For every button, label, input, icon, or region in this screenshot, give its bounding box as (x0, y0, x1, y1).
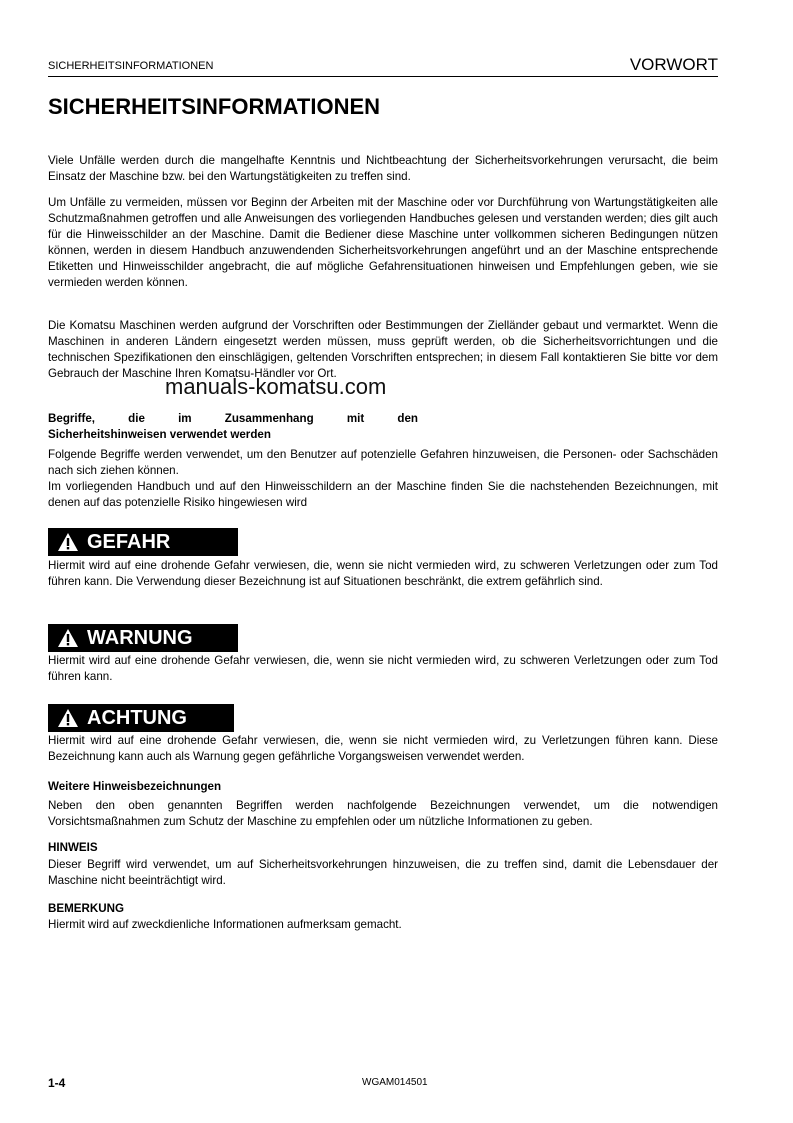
document-code: WGAM014501 (362, 1077, 428, 1088)
warning-triangle-icon (57, 532, 79, 552)
further-heading: Weitere Hinweisbezeichnungen (48, 780, 222, 793)
paragraph: Um Unfälle zu vermeiden, müssen vor Beginn der Arbeiten mit der Maschine oder vor Durchführung von Wartungstätigkeiten alle Schutzmaßnahmen getroffen und alle Anweisungen des vorliegenden Handbuches gelesen und verstanden werden; dies gilt auch für die Hinweisschilder an der Maschine. Damit die Bediener diese Maschine unter vollkommen sicheren Bedingungen nützen können, werden in diesem Handbuch anzuwendenden Sicherheitsvorkehrungen angeführt und an der Maschine entsprechende Etiketten und Hinweisschilder angebracht, die auf mögliche Gefahrensituationen hinweisen und Empfehlungen geben, wie sie vermieden werden können. (48, 196, 718, 289)
signal-text: Hiermit wird auf eine drohende Gefahr verwiesen, die, wenn sie nicht vermieden wird, zu Verletzungen führen kann. Diese Bezeichnung kann auch als Warnung gegen gefährliche Vorgangsweisen verwendet werden. (48, 734, 718, 763)
warning-triangle-icon (57, 708, 79, 728)
hinweis-text: Dieser Begriff wird verwendet, um auf Sicherheitsvorkehrungen hinzuweisen, die zu treffen sind, damit die Lebensdauer der Maschine nicht beeinträchtigt wird. (48, 858, 718, 887)
warning-triangle-icon (57, 628, 79, 648)
further-text: Neben den oben genannten Begriffen werden nachfolgende Bezeichnungen verwendet, um die notwendigen Vorsichtsmaßnahmen zum Schutz der Maschine zu empfehlen oder um nützliche Informationen zu geben. (48, 799, 718, 828)
header-divider (48, 76, 718, 77)
signal-warnung (48, 624, 238, 652)
paragraph: Viele Unfälle werden durch die mangelhafte Kenntnis und Nichtbeachtung der Sicherheitsvorkehrungen verursacht, die beim Einsatz der Maschine bzw. bei den Wartungstätigkeiten zu treffen sind. (48, 154, 718, 183)
signal-label: GEFAHR (87, 530, 171, 553)
bemerkung-label: BEMERKUNG (48, 902, 125, 915)
header-chapter: VORWORT (629, 55, 718, 74)
bemerkung-text: Hiermit wird auf zweckdienliche Informationen aufmerksam gemacht. (48, 918, 402, 931)
watermark: manuals-komatsu.com (165, 374, 387, 399)
paragraph: Die Komatsu Maschinen werden aufgrund der Vorschriften oder Bestimmungen der Zielländer gebaut und vermarktet. Wenn die Maschinen in anderen Ländern eingesetzt werden müssen, muss geprüft werden, ob die Sicherheitsvorrichtungen und die technischen Spezifikationen den einschlägigen, geltenden Vorschriften entsprechen; in diesem Fall kontaktieren Sie bitte vor dem Gebrauch der Maschine Ihren Komatsu-Händler vor Ort. (48, 319, 718, 380)
terms-text: Folgende Begriffe werden verwendet, um den Benutzer auf potenzielle Gefahren hinzuweisen, die Personen- oder Sachschäden nach sich ziehen können. (48, 448, 718, 477)
page-title: SICHERHEITSINFORMATIONEN (48, 94, 381, 119)
signal-achtung (48, 704, 234, 732)
signal-label: WARNUNG (87, 626, 193, 649)
hinweis-label: HINWEIS (48, 841, 98, 854)
page-number: 1-4 (48, 1076, 66, 1090)
terms-heading-line2: Sicherheitshinweisen verwendet werden (48, 428, 271, 441)
signal-text: Hiermit wird auf eine drohende Gefahr verwiesen, die, wenn sie nicht vermieden wird, zu schweren Verletzungen oder zum Tod führen kann. (48, 654, 718, 683)
signal-text: Hiermit wird auf eine drohende Gefahr verwiesen, die, wenn sie nicht vermieden wird, zu schweren Verletzungen oder zum Tod führen kann. Die Verwendung dieser Bezeichnung ist auf Situationen beschränkt, die extrem gefährlich sind. (48, 559, 718, 588)
header-section: SICHERHEITSINFORMATIONEN (48, 60, 214, 72)
signal-label: ACHTUNG (87, 706, 187, 729)
terms-text: Im vorliegenden Handbuch und auf den Hinweisschildern an der Maschine finden Sie die nachstehenden Bezeichnungen, mit denen auf das potenzielle Risiko hingewiesen wird (48, 480, 718, 509)
signal-gefahr (48, 528, 238, 556)
terms-heading-line1: Begriffe, die im Zusammenhang mit den (48, 412, 418, 425)
